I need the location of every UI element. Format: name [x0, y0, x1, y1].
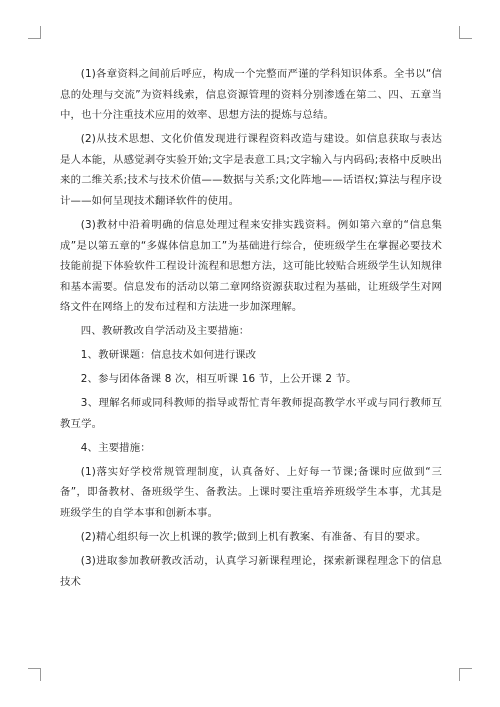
paragraph-tech-culture: (2)从技术思想、文化价值发现进行课程资料改造与建设。如信息获取与表达是人本能，从感觉剥夺实验开始;文字是表意工具;文字输入与内码码;表格中反映出来的二维关系;技术与技术价值——数据与关系;文化阵地——话语权;算法与程序设计——如何呈现技术翻译软件的使用。	[60, 133, 442, 207]
paragraph-measure-2: (2)精心组织每一次上机课的教学;做到上机有教案、有准备、有目的要求。	[80, 530, 427, 543]
paragraph-measure-1: (1)落实好学校常规管理制度，认真备好、上好每一节课;备课时应做到“三备”，即备教材、备班级学生、备教法。上课时要注重培养班级学生本事，尤其是班级学生的自学本事和创新本事。	[60, 465, 442, 519]
paragraph-measure-3: (3)进取参加教研教改活动，认真学习新课程理论，探索新课程理念下的信息技术	[60, 554, 442, 588]
list-item-main-measures: 4、主要措施：	[80, 441, 151, 454]
crop-mark-top-right	[459, 26, 472, 39]
list-item-research-topic: 1、教研课题：信息技术如何进行课改	[80, 349, 257, 362]
document-body	[60, 64, 442, 596]
paragraph-content-structure: (1)各章资料之间前后呼应，构成一个完整而严谨的学科知识体系。全书以“信息的处理与交流”为资料线索，信息资源管理的资料分别渗透在第二、四、五章当中，也十分注重技术应用的效率、思想方法的提炼与总结。	[60, 68, 442, 122]
section-heading-teaching-research: 四、教研教改自学活动及主要措施：	[80, 325, 250, 338]
crop-mark-bottom-right	[459, 668, 472, 681]
list-item-mutual-learning: 3、理解名师或同科教师的指导或帮忙青年教师提高教学水平或与同行教师互教互学。	[60, 397, 442, 430]
crop-mark-bottom-left	[28, 668, 41, 681]
paragraph-practice-content: (3)教材中沿着明确的信息处理过程来安排实践资料。例如第六章的“信息集成”是以第五章的“多媒体信息加工”为基础进行综合，使班级学生在掌握必要技术技能前提下体验软件工程设计流程和思想方法，这可能比较贴合班级学生认知规律和基本需要。信息发布的活动以第二章网络资源获取过程为基础，让班级学生对网络文件在网络上的发布过程和方法进一步加深理解。	[60, 218, 442, 314]
crop-mark-top-left	[28, 26, 41, 39]
list-item-lesson-count: 2、参与团体备课 8 次，相互听课 16 节，上公开课 2 节。	[80, 373, 357, 386]
